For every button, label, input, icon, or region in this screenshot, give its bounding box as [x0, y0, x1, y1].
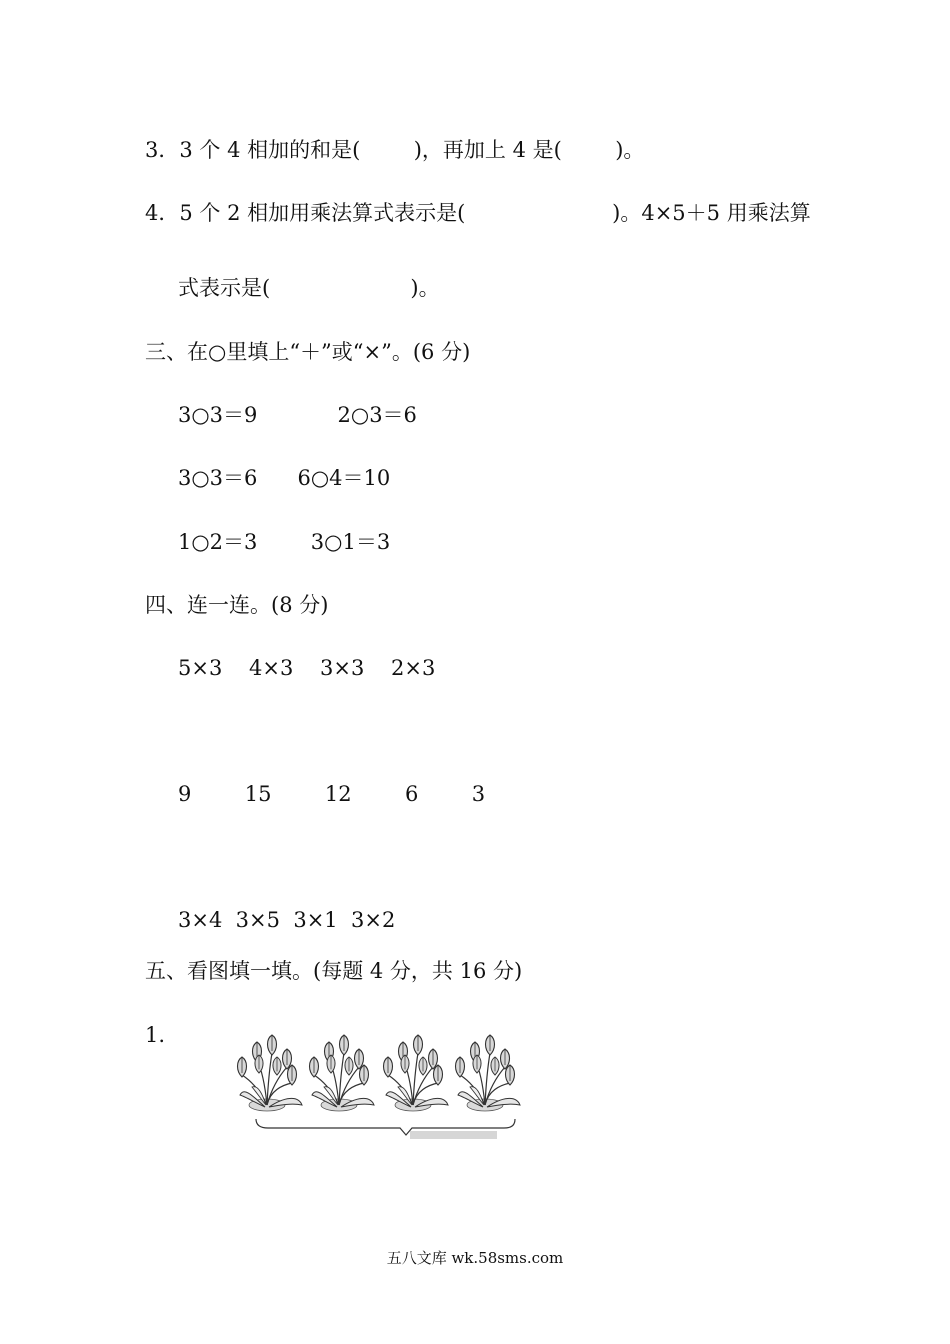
question-4-line-2: 式表示是( )。 — [178, 276, 440, 300]
tulip-bunch-3 — [384, 1035, 449, 1111]
answer-blank — [410, 1131, 497, 1139]
section-4-middle-row: 9 15 12 6 3 — [178, 782, 486, 806]
section-4-bottom-row: 3×4 3×5 3×1 3×2 — [178, 908, 396, 932]
section-4-top-row: 5×3 4×3 3×3 2×3 — [178, 656, 436, 680]
tulip-bunch-2 — [310, 1035, 375, 1111]
question-3: 3．3 个 4 相加的和是( )，再加上 4 是( )。 — [145, 138, 645, 162]
section-3-title: 三、在○里填上“＋”或“×”。(6 分) — [145, 340, 471, 364]
tulip-bunch-4 — [456, 1035, 521, 1111]
item-1-label: 1. — [145, 1023, 166, 1047]
section-4-title: 四、连一连。(8 分) — [145, 593, 329, 617]
section-3-row-1: 3○3＝9 2○3＝6 — [178, 403, 417, 427]
footer-watermark: 五八文库 wk.58sms.com — [386, 1249, 564, 1267]
question-4-line-1: 4．5 个 2 相加用乘法算式表示是( )。4×5＋5 用乘法算 — [145, 201, 811, 225]
section-3-row-2: 3○3＝6 6○4＝10 — [178, 466, 391, 490]
section-3-row-3: 1○2＝3 3○1＝3 — [178, 530, 391, 554]
tulip-illustration — [232, 1025, 532, 1145]
tulip-bunch-1 — [238, 1035, 303, 1111]
section-5-title: 五、看图填一填。(每题 4 分，共 16 分) — [145, 959, 523, 983]
